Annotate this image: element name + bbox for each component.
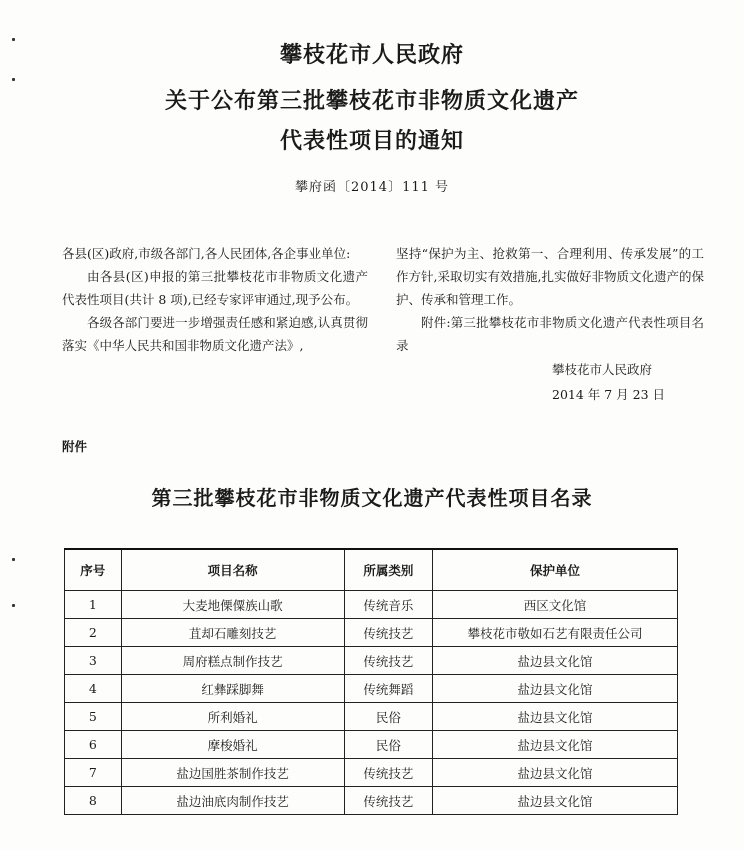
signature-organization: 攀枝花市人民政府 xyxy=(552,362,653,377)
body-paragraph: 坚持“保护为主、抢救第一、合理利用、传承发展”的工作方针,采取切实有效措施,扎实做好非物质文化遗产的保护、传承和管理工作。 xyxy=(396,246,704,307)
scan-speck xyxy=(12,38,15,41)
table-cell: 红彝踩脚舞 xyxy=(121,675,344,703)
table-cell: 西区文化馆 xyxy=(433,591,678,619)
table-cell: 摩梭婚礼 xyxy=(121,731,344,759)
body-right-column xyxy=(396,242,704,357)
column-header: 项目名称 xyxy=(121,549,344,591)
table-row xyxy=(65,619,678,647)
column-header: 所属类别 xyxy=(344,549,432,591)
table-cell: 传统舞蹈 xyxy=(344,675,432,703)
table-cell: 民俗 xyxy=(344,731,432,759)
table-row xyxy=(65,591,678,619)
document-title-line-2: 关于公布第三批攀枝花市非物质文化遗产 xyxy=(164,89,579,114)
table-cell: 传统技艺 xyxy=(344,787,432,815)
table-cell: 4 xyxy=(65,675,122,703)
table-cell: 攀枝花市敬如石艺有限责任公司 xyxy=(433,619,678,647)
table-row xyxy=(65,675,678,703)
table-cell: 民俗 xyxy=(344,703,432,731)
table-row xyxy=(65,759,678,787)
table-cell: 1 xyxy=(65,591,122,619)
attachment-label: 附件 xyxy=(62,439,88,454)
document-title-line-3: 代表性项目的通知 xyxy=(279,129,464,154)
table-cell: 大麦地傈僳族山歌 xyxy=(121,591,344,619)
body-paragraph: 由各县(区)申报的第三批攀枝花市非物质文化遗产代表性项目(共计 8 项),已经专家评审通过,现予公布。 xyxy=(62,269,368,307)
attachment-note: 附件:第三批攀枝花市非物质文化遗产代表性项目名录 xyxy=(396,315,704,353)
list-title: 第三批攀枝花市非物质文化遗产代表性项目名录 xyxy=(151,486,593,510)
scan-speck xyxy=(12,78,15,81)
table-cell: 盐边县文化馆 xyxy=(433,703,678,731)
table-cell: 8 xyxy=(65,787,122,815)
scan-speck xyxy=(12,558,15,561)
table-row xyxy=(65,703,678,731)
table-cell: 所利婚礼 xyxy=(121,703,344,731)
table-cell: 盐边县文化馆 xyxy=(433,759,678,787)
table-cell: 6 xyxy=(65,731,122,759)
column-header: 序号 xyxy=(65,549,122,591)
table-cell: 盐边县文化馆 xyxy=(433,675,678,703)
document-number: 攀府函〔2014〕111 号 xyxy=(294,180,450,195)
column-header: 保护单位 xyxy=(433,549,678,591)
body-left-column xyxy=(62,242,368,357)
heritage-list-table xyxy=(64,548,678,815)
table-cell: 传统技艺 xyxy=(344,759,432,787)
table-row xyxy=(65,787,678,815)
table-cell: 盐边县文化馆 xyxy=(433,731,678,759)
table-cell: 盐边县文化馆 xyxy=(433,647,678,675)
table-cell: 传统音乐 xyxy=(344,591,432,619)
document-title-line-1: 攀枝花市人民政府 xyxy=(279,43,464,68)
scan-speck xyxy=(12,604,15,607)
salutation: 各县(区)政府,市级各部门,各人民团体,各企事业单位: xyxy=(62,246,351,261)
table-cell: 3 xyxy=(65,647,122,675)
table-cell: 5 xyxy=(65,703,122,731)
table-cell: 2 xyxy=(65,619,122,647)
table-header-row xyxy=(65,549,678,591)
body-paragraph: 各级各部门要进一步增强责任感和紧迫感,认真贯彻落实《中华人民共和国非物质文化遗产法》, xyxy=(62,315,368,353)
table-row xyxy=(65,731,678,759)
table-cell: 盐边油底肉制作技艺 xyxy=(121,787,344,815)
table-cell: 传统技艺 xyxy=(344,647,432,675)
table-cell: 周府糕点制作技艺 xyxy=(121,647,344,675)
table-row xyxy=(65,647,678,675)
table-cell: 传统技艺 xyxy=(344,619,432,647)
table-cell: 苴却石雕刻技艺 xyxy=(121,619,344,647)
signature-date: 2014 年 7 月 23 日 xyxy=(552,387,666,402)
table-cell: 盐边国胜茶制作技艺 xyxy=(121,759,344,787)
table-cell: 盐边县文化馆 xyxy=(433,787,678,815)
table-cell: 7 xyxy=(65,759,122,787)
